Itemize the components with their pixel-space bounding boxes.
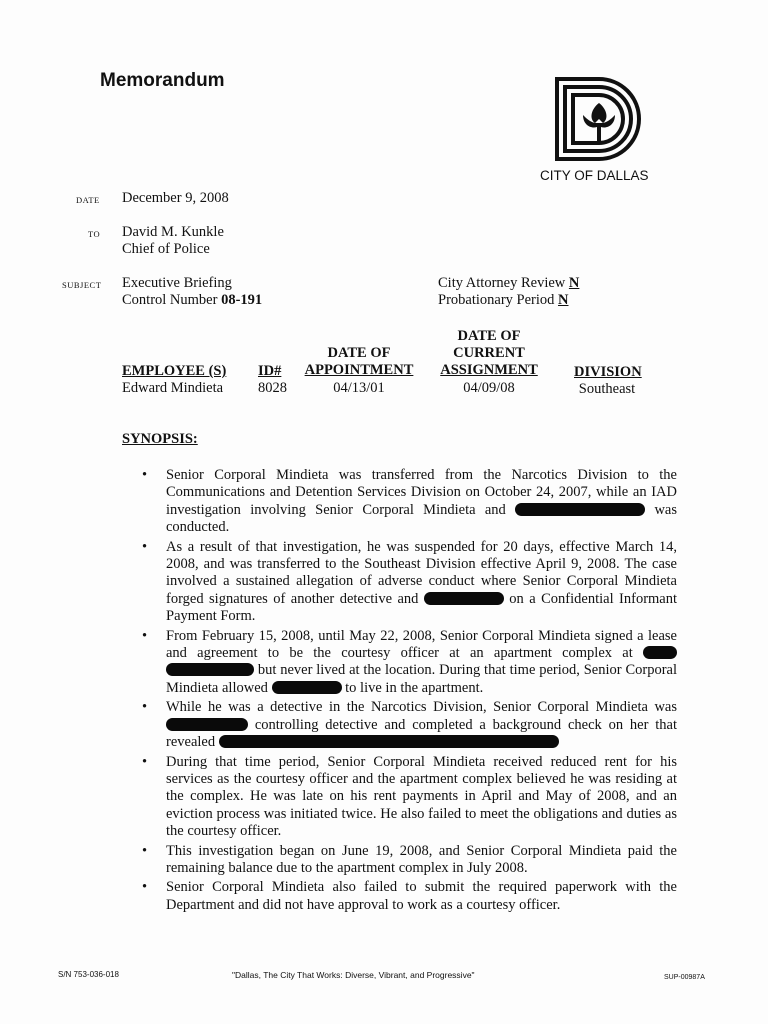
memo-title: Memorandum xyxy=(100,70,225,91)
col-current-line2: CURRENT xyxy=(453,345,525,361)
form-number: S/N 753-036-018 xyxy=(58,970,119,979)
row-division: Southeast xyxy=(578,381,636,397)
synopsis-text: As a result of that investigation, he was suspended for 20 days, effective March 14, 2008, and was transferred to the Southeast Division effective April 9, 2008. The case involved a sustained allegation of adverse conduct where Senior Corporal Mindieta forged signatures of another detective and xyxy=(166,538,677,607)
redaction-block xyxy=(424,592,504,605)
col-division: DIVISION xyxy=(574,364,642,380)
city-attorney-review xyxy=(438,275,579,292)
col-current-line1: DATE OF xyxy=(457,328,521,344)
document-code: SUP-00987A xyxy=(664,974,705,981)
col-appointment-line2: APPOINTMENT xyxy=(304,362,414,378)
to-title: Chief of Police xyxy=(122,241,210,257)
to-label: TO xyxy=(88,229,101,239)
synopsis-text: controlling detective and completed a background check on her that revealed xyxy=(166,716,677,751)
synopsis-item xyxy=(142,467,677,537)
row-employee: Edward Mindieta xyxy=(122,380,224,396)
redaction-block xyxy=(219,735,559,748)
redaction-block xyxy=(166,718,248,731)
redaction-block xyxy=(166,663,254,676)
synopsis-text: Senior Corporal Mindieta also failed to submit the required paperwork with the Department and did not have approval to work as a courtesy officer. xyxy=(166,879,677,913)
review-label: City Attorney Review xyxy=(438,275,569,291)
redaction-block xyxy=(272,681,342,694)
city-motto: "Dallas, The City That Works: Diverse, Vibrant, and Progressive" xyxy=(232,970,475,980)
probation-value: N xyxy=(558,292,569,308)
synopsis-list xyxy=(142,467,677,916)
redaction-block xyxy=(643,646,677,659)
subject-line: Executive Briefing xyxy=(122,275,232,291)
row-appointment: 04/13/01 xyxy=(333,380,385,396)
synopsis-item xyxy=(142,754,677,841)
col-appointment-line1: DATE OF xyxy=(327,345,391,361)
subject-label: SUBJECT xyxy=(62,280,102,290)
city-of-dallas-logo xyxy=(553,73,645,165)
redaction-block xyxy=(515,503,645,516)
synopsis-text: This investigation began on June 19, 2008, and Senior Corporal Mindieta paid the remaining balance due to the apartment complex in July 2008. xyxy=(166,842,677,876)
col-current-assignment xyxy=(436,328,542,379)
col-appointment xyxy=(302,345,416,379)
control-number-line xyxy=(122,292,262,309)
date-label: DATE xyxy=(76,195,100,205)
row-assignment: 04/09/08 xyxy=(463,380,515,396)
control-number-value: 08-191 xyxy=(221,292,263,308)
control-number-label: Control Number xyxy=(122,292,222,308)
synopsis-text: While he was a detective in the Narcotics Division, Senior Corporal Mindieta was xyxy=(166,699,677,716)
synopsis-text: During that time period, Senior Corporal Mindieta received reduced rent for his services as the courtesy officer and the apartment complex believed he was residing at the complex. He was late on his rent payments in April and May of 2008, and an eviction process was initiated twice. He also failed to meet the obligations and duties as the courtesy officer. xyxy=(166,753,677,840)
probationary-period xyxy=(438,292,569,309)
synopsis-heading: SYNOPSIS: xyxy=(122,431,198,447)
synopsis-item xyxy=(142,628,677,698)
date-value: December 9, 2008 xyxy=(122,190,229,206)
col-id: ID# xyxy=(258,363,282,379)
synopsis-text: Senior Corporal Mindieta was transferred from the Narcotics Division to the Communications and Detention Services Division on October 24, 2007, while an IAD investigation involving Senior Corporal Mindieta and xyxy=(166,467,677,518)
to-name: David M. Kunkle xyxy=(122,224,224,240)
col-current-line3: ASSIGNMENT xyxy=(440,362,538,378)
col-employee: EMPLOYEE (S) xyxy=(122,363,227,379)
synopsis-item xyxy=(142,843,677,878)
synopsis-item xyxy=(142,879,677,914)
synopsis-text: From February 15, 2008, until May 22, 2008, Senior Corporal Mindieta signed a lease and agreement to be the courtesy officer at an apartment complex at xyxy=(166,627,677,662)
review-value: N xyxy=(568,275,580,291)
synopsis-item xyxy=(142,539,677,626)
synopsis-item xyxy=(142,699,677,751)
synopsis-text: was conducted. xyxy=(166,501,677,536)
synopsis-text: to live in the apartment. xyxy=(345,679,484,696)
synopsis-text: but never lived at the location. During that time period, Senior Corporal Mindieta allowed xyxy=(166,662,677,696)
row-id: 8028 xyxy=(258,380,287,396)
probation-label: Probationary Period xyxy=(438,292,559,308)
synopsis-text: on a Confidential Informant Payment Form. xyxy=(166,590,678,625)
city-name: CITY OF DALLAS xyxy=(540,168,649,183)
